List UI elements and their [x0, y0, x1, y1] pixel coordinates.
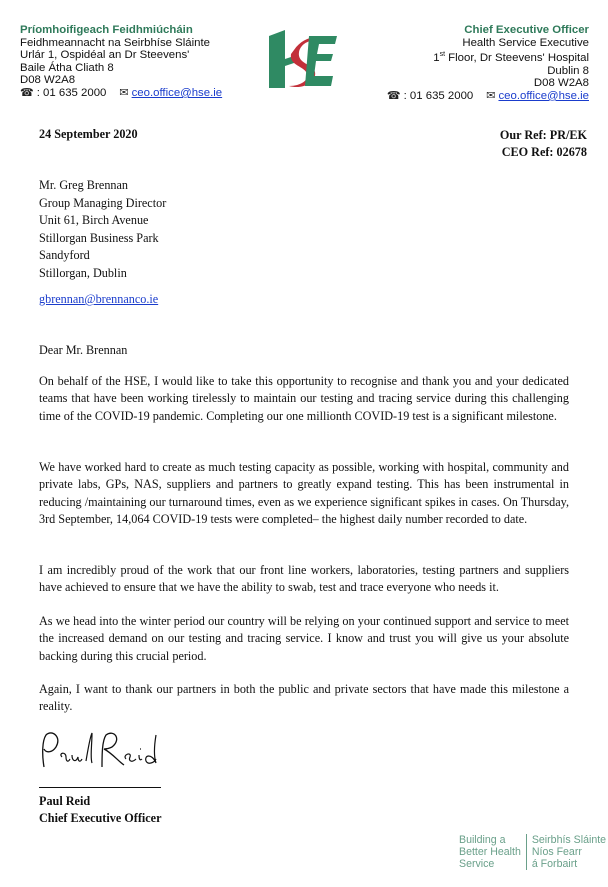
- signer-title: Chief Executive Officer: [39, 811, 162, 825]
- header-right-contact: [387, 90, 589, 103]
- phone-icon: ☎: [386, 89, 401, 102]
- header-left-contact: [20, 87, 222, 100]
- address-line: Stillorgan Business Park: [39, 230, 159, 245]
- address-line: Stillorgan, Dublin: [39, 265, 127, 280]
- recipient-email-link[interactable]: gbrennan@brennanco.ie: [39, 292, 159, 306]
- email-link[interactable]: ceo.office@hse.ie: [498, 89, 589, 102]
- signer-block: [39, 793, 162, 827]
- address-line: Unit 61, Birch Avenue: [39, 213, 149, 228]
- phone-number: : 01 635 2000: [403, 89, 474, 102]
- header-left-title: Príomhoifigeach Feidhmiúcháin: [20, 24, 193, 36]
- letter-date: 24 September 2020: [39, 127, 138, 141]
- signature-line: [39, 787, 161, 788]
- our-ref: Our Ref: PR/EK: [499, 128, 587, 142]
- header-right-line: Dublin 8: [547, 64, 589, 77]
- body-paragraph: We have worked hard to create as much testing capacity as possible, working with hospital, community and private labs, GPs, NAS, suppliers and partners to greatly expand testing. This has been instrumental in reducing /maintaining our turnaround times, even as we experience significant spikes in cases. On Thursday, 3rd September, 14,064 COVID-19 tests were completed– the highest daily number recorded to date.: [39, 460, 569, 526]
- body-paragraph: As we head into the winter period our country will be relying on your continued support and service to meet the increased demand on our testing and tracing service. I know and trust you will give us your absolute backing during this crucial period.: [39, 614, 569, 663]
- phone-icon: ☎: [20, 86, 34, 99]
- header-right-line: D08 W2A8: [533, 77, 589, 90]
- header-left: [20, 24, 222, 100]
- address-line: Mr. Greg Brennan: [39, 178, 129, 192]
- email-link[interactable]: ceo.office@hse.ie: [131, 86, 223, 99]
- header-right-line: Health Service Executive: [462, 36, 589, 49]
- header-right: [387, 24, 589, 102]
- handwritten-signature: [36, 727, 166, 777]
- header-left-line: D08 W2A8: [20, 74, 76, 87]
- header-right-title: Chief Executive Officer: [464, 24, 589, 36]
- header-left-line: Baile Átha Cliath 8: [20, 61, 114, 74]
- address-line: Sandyford: [39, 248, 90, 263]
- slogan-divider: [526, 834, 527, 870]
- body-paragraph: Again, I want to thank our partners in both the public and private sectors that have made this milestone a reality.: [39, 682, 569, 714]
- header-left-line: Feidhmeannacht na Seirbhíse Sláinte: [20, 36, 210, 49]
- letter-refs: [500, 127, 587, 160]
- body-paragraph: I am incredibly proud of the work that our front line workers, laboratories, testing partners and suppliers have achieved to ensure that we have the ability to swab, test and trace everyone who needs it.: [39, 563, 569, 595]
- mail-icon: ✉: [486, 89, 496, 102]
- address-line: Group Managing Director: [39, 195, 167, 210]
- header-left-line: Urlár 1, Ospidéal an Dr Steevens': [20, 49, 190, 62]
- mail-icon: ✉: [119, 86, 129, 99]
- signer-name: Paul Reid: [39, 794, 91, 808]
- hse-logo: [263, 28, 343, 92]
- footer-slogan-logo: [459, 834, 606, 870]
- salutation: Dear Mr. Brennan: [39, 343, 128, 357]
- recipient-address: [39, 177, 166, 283]
- slogan-irish: Seirbhís Sláinte Níos Fearr á Forbairt: [531, 834, 607, 870]
- body-paragraph: On behalf of the HSE, I would like to take this opportunity to recognise and thank you and your dedicated teams that have been working tirelessly to maintain our testing and tracing service during this challenging time of the COVID-19 pandemic. Completing our one millionth COVID-19 test is a significant milestone.: [39, 374, 569, 423]
- header-right-line: 1st Floor, Dr Steevens' Hospital: [433, 51, 589, 64]
- slogan-english: Building a Better Health Service: [459, 834, 521, 870]
- ceo-ref: CEO Ref: 02678: [501, 144, 587, 159]
- phone-number: : 01 635 2000: [36, 86, 107, 99]
